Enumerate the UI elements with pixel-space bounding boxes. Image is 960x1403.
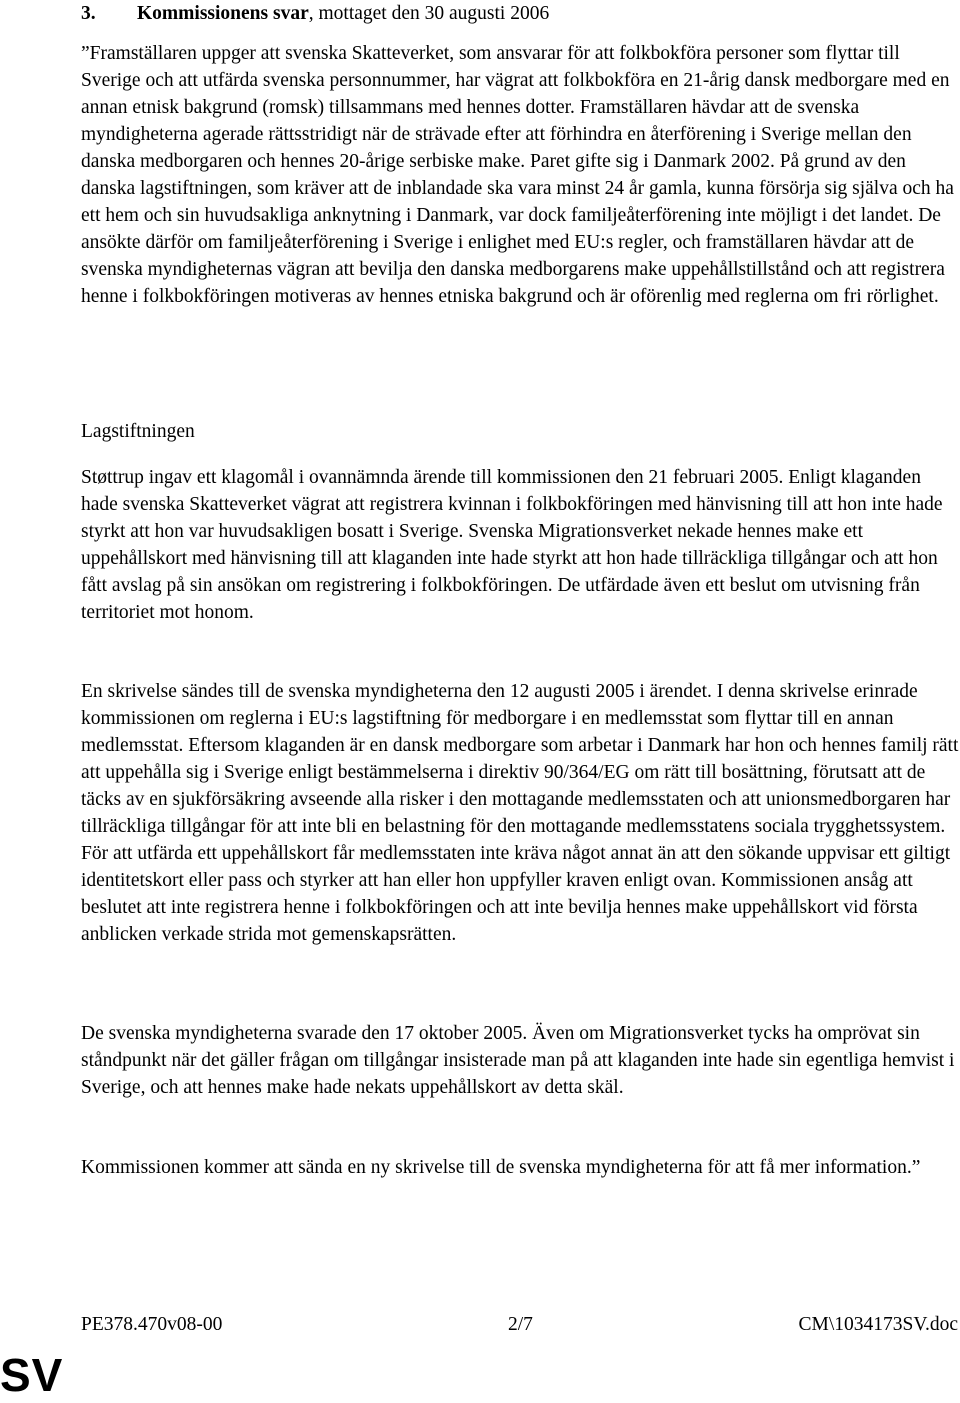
footer-document-id: CM\1034173SV.doc: [798, 1314, 958, 1335]
section-title: Kommissionens svar: [137, 3, 309, 24]
paragraph-authorities-reply: De svenska myndigheterna svarade den 17 oktober 2005. Även om Migrationsverket tycks ha omprövat sin ståndpunkt när det gäller frågan om tillgångar insisterade man på att klaganden inte hade sin egentliga hemvist i Sverige, och att hennes make hade nekats uppehållskort av detta skäl.: [81, 1023, 955, 1098]
footer-page-number: 2/7: [508, 1314, 533, 1335]
paragraph-petition-summary: ”Framställaren uppger att svenska Skatteverket, som ansvarar för att folkbokföra personer som flyttar till Sverige och att utfärda svenska personnummer, har vägrat att folkbokföra en 21-årig dansk medborgare med en annan etnisk bakgrund (romsk) tillsammans med hennes dotter. Framställaren hävdar att de svenska myndigheterna agerade rättsstridigt när de strävade efter att förhindra en återförening i Sverige mellan den danska medborgaren och hennes 20-årige serbiske make. Paret gifte sig i Danmark 2002. På grund av den danska lagstiftningen, som kräver att de inblandade ska vara minst 24 år gamla, kunna försörja sig själva och ha ett hem och sin huvudsakliga anknytning i Danmark, var dock familjeåterförening inte möjligt i det landet. De ansökte därför om familjeåterförening i Sverige i enlighet med EU:s regler, och framställaren hävdar att de svenska myndigheternas vägran att bevilja den danska medborgarens make uppehållstillstånd och att registrera henne i folkbokföringen motiveras av hennes etniska bakgrund och är oförenlig med reglerna om fri rörlighet.: [81, 43, 954, 307]
language-code: SV: [0, 1349, 64, 1401]
paragraph-complaint: Støttrup ingav ett klagomål i ovannämnda ärende till kommissionen den 21 februari 2005. Enligt klaganden hade svenska Skatteverket vägrat att registrera kvinnan i folkbokföringen med hänvisning till att hon inte hade styrkt att hon var huvudsakligen bosatt i Sverige. Svenska Migrationsverket nekade hennes make ett uppehållskort med hänvisning till att klaganden inte hade styrkt att hon hade tillräckliga tillgångar och att hon fått avslag på sin ansökan om registrering i folkbokföringen. De utfärdade även ett beslut om utvisning från territoriet mot honom.: [81, 467, 943, 623]
paragraph-letter: En skrivelse sändes till de svenska myndigheterna den 12 augusti 2005 i ärendet. I denna skrivelse erinrade kommissionen om reglerna i EU:s lagstiftning för medborgare i en medlemsstat som flyttar till en annan medlemsstat. Eftersom klaganden är en dansk medborgare som arbetar i Danmark har hon och hennes familj rätt att uppehålla sig i Sverige enligt bestämmelserna i direktiv 90/364/EG om rätt till bosättning, förutsatt att de täcks av en sjukförsäkring avseende alla risker i den mottagande medlemsstaten och att unionsmedborgaren har tillräckliga tillgångar för att inte bli en belastning för den mottagande medlemsstatens sociala trygghetssystem. För att utfärda ett uppehållskort får medlemsstaten inte kräva något annat än att den sökande uppvisar ett giltigt identitetskort eller pass och styrker att han eller hon uppfyller kraven enligt ovan. Kommissionen ansåg att beslutet att inte registrera henne i folkbokföringen och att inte bevilja hennes make uppehållskort vid första anblicken verkade strida mot gemenskapsrätten.: [81, 681, 959, 945]
section-heading: [81, 0, 549, 27]
section-number: 3.: [81, 3, 96, 24]
section-subtitle: , mottaget den 30 augusti 2006: [308, 3, 550, 24]
footer-reference: PE378.470v08-00: [81, 1314, 223, 1335]
subheading-legislation: Lagstiftningen: [81, 421, 195, 442]
paragraph-conclusion: Kommissionen kommer att sända en ny skrivelse till de svenska myndigheterna för att få mer information.”: [81, 1157, 921, 1178]
